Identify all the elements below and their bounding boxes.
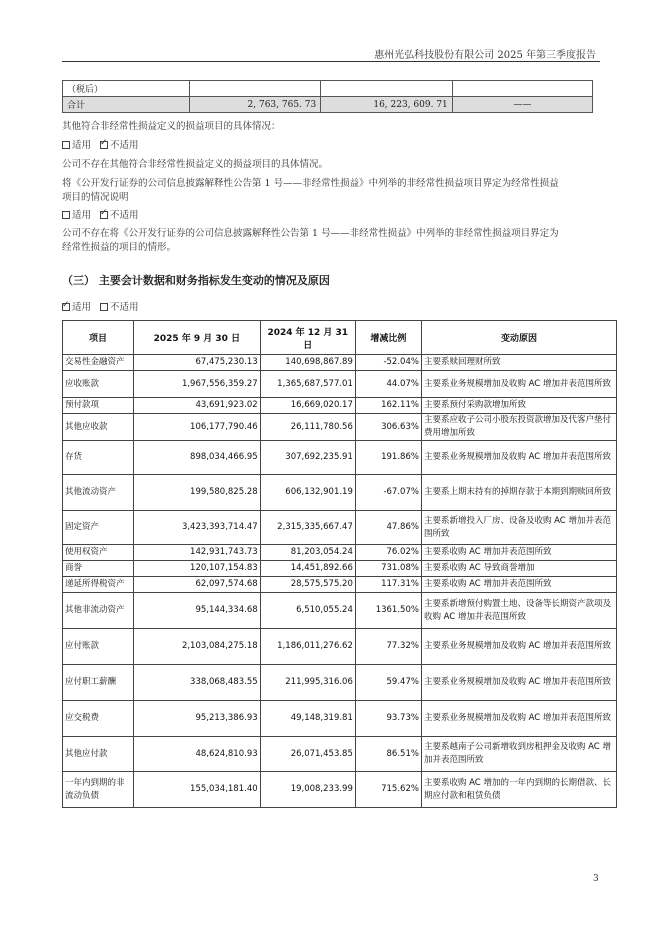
cell-item: 应交税费 <box>63 701 134 737</box>
table-row <box>63 511 617 545</box>
total-note: —— <box>452 97 592 113</box>
paragraph-other-items: 其他符合非经常性损益定义的损益项目的具体情况： <box>62 121 281 132</box>
cell-change: 93.73% <box>355 701 421 737</box>
cell-2025: 48,624,810.93 <box>134 737 261 772</box>
cell-change: 117.31% <box>355 577 421 593</box>
option-applicable: 适用 <box>72 210 92 221</box>
row-label: 合计 <box>63 97 190 113</box>
col-header-change: 增减比例 <box>355 321 421 355</box>
cell-2024: 49,148,319.81 <box>260 701 355 737</box>
unchecked-box-icon <box>62 141 70 149</box>
paragraph-line: 经常性损益的项目的情形。 <box>62 242 177 253</box>
cell-value <box>189 81 321 97</box>
cell-value <box>452 81 592 97</box>
cell-change: 76.02% <box>355 545 421 561</box>
total-current: 2, 763, 765. 73 <box>189 97 321 113</box>
cell-change: -52.04% <box>355 355 421 371</box>
table-row <box>63 737 617 772</box>
cell-reason: 主要系收购 AC 导致商誉增加 <box>421 561 616 577</box>
cell-2024: 307,692,235.91 <box>260 441 355 475</box>
row-label: （税后） <box>63 81 190 97</box>
table-row <box>63 665 617 701</box>
table-row <box>63 371 617 398</box>
cell-change: 715.62% <box>355 772 421 808</box>
option-not-applicable: 不适用 <box>110 210 139 221</box>
table-row <box>63 701 617 737</box>
cell-item: 应收账款 <box>63 371 134 398</box>
cell-change: 191.86% <box>355 441 421 475</box>
cell-2025: 1,967,556,359.27 <box>134 371 261 398</box>
cell-reason: 主要系业务规模增加及收购 AC 增加并表范围所致 <box>421 701 616 737</box>
table-row <box>63 577 617 593</box>
cell-2025: 898,034,466.95 <box>134 441 261 475</box>
cell-item: 递延所得税资产 <box>63 577 134 593</box>
cell-2025: 95,213,386.93 <box>134 701 261 737</box>
cell-2024: 26,111,780.56 <box>260 414 355 441</box>
cell-change: 1361.50% <box>355 593 421 629</box>
cell-2025: 67,475,230.13 <box>134 355 261 371</box>
cell-2024: 28,575,575.20 <box>260 577 355 593</box>
applicability-options-3 <box>62 301 145 315</box>
cell-item: 使用权资产 <box>63 545 134 561</box>
cell-reason: 主要系新增预付购置土地、设备等长期资产款项及收购 AC 增加并表范围所致 <box>421 593 616 629</box>
applicability-options-2 <box>62 209 145 223</box>
table-row <box>63 81 593 97</box>
cell-reason: 主要系上期末持有的掉期存款于本期到期赎回所致 <box>421 475 616 511</box>
cell-2024: 26,071,453.85 <box>260 737 355 772</box>
report-header-title: 惠州光弘科技股份有限公司 2025 年第三季度报告 <box>374 50 596 61</box>
cell-change: 162.11% <box>355 398 421 414</box>
cell-reason: 主要系业务规模增加及收购 AC 增加并表范围所致 <box>421 665 616 701</box>
cell-item: 其他应收款 <box>63 414 134 441</box>
option-not-applicable: 不适用 <box>110 140 139 151</box>
checked-box-icon <box>100 141 108 149</box>
cell-2024: 606,132,901.19 <box>260 475 355 511</box>
cell-reason: 主要系业务规模增加及收购 AC 增加并表范围所致 <box>421 629 616 665</box>
cell-2025: 62,097,574.68 <box>134 577 261 593</box>
cell-reason: 主要系预付采购款增加所致 <box>421 398 616 414</box>
table-row <box>63 414 617 441</box>
cell-reason: 主要系业务规模增加及收购 AC 增加并表范围所致 <box>421 441 616 475</box>
cell-2024: 1,365,687,577.01 <box>260 371 355 398</box>
cell-change: 47.86% <box>355 511 421 545</box>
applicability-options-1 <box>62 139 145 153</box>
cell-change: 306.63% <box>355 414 421 441</box>
unchecked-box-icon <box>62 211 70 219</box>
section-title: （三） 主要会计数据和财务指标发生变动的情况及原因 <box>62 274 330 287</box>
cell-2024: 211,995,316.06 <box>260 665 355 701</box>
table-header-row <box>63 321 617 355</box>
cell-2025: 338,068,483.55 <box>134 665 261 701</box>
paragraph-line: 将《公开发行证券的公司信息披露解释性公告第 1 号——非经常性损益》中列举的非经常性损益项目界定为经常性损益 <box>62 178 559 189</box>
cell-item: 预付款项 <box>63 398 134 414</box>
col-header-2024: 2024 年 12 月 31 日 <box>260 321 355 355</box>
cell-reason: 主要系新增投入厂房、设备及收购 AC 增加并表范围所致 <box>421 511 616 545</box>
table-row <box>63 545 617 561</box>
cell-item: 其他流动资产 <box>63 475 134 511</box>
paragraph-line: 项目的情况说明 <box>62 192 129 203</box>
cell-item: 存货 <box>63 441 134 475</box>
table-row <box>63 629 617 665</box>
cell-item: 其他非流动资产 <box>63 593 134 629</box>
cell-value <box>321 81 453 97</box>
financial-changes-table <box>62 320 617 808</box>
unchecked-box-icon <box>100 303 108 311</box>
col-header-2025: 2025 年 9 月 30 日 <box>134 321 261 355</box>
cell-item: 应付账款 <box>63 629 134 665</box>
table-row <box>63 441 617 475</box>
col-header-reason: 变动原因 <box>421 321 616 355</box>
cell-change: 86.51% <box>355 737 421 772</box>
cell-2025: 106,177,790.46 <box>134 414 261 441</box>
total-ytd: 16, 223, 609. 71 <box>321 97 453 113</box>
table-row-total <box>63 97 593 113</box>
cell-2025: 155,034,181.40 <box>134 772 261 808</box>
cell-reason: 主要系收购 AC 增加并表范围所致 <box>421 545 616 561</box>
cell-2024: 14,451,892.66 <box>260 561 355 577</box>
cell-2025: 43,691,923.02 <box>134 398 261 414</box>
cell-2024: 81,203,054.24 <box>260 545 355 561</box>
non-recurring-summary-table <box>62 80 593 113</box>
cell-reason: 主要系收购 AC 增加并表范围所致 <box>421 577 616 593</box>
cell-2024: 2,315,335,667.47 <box>260 511 355 545</box>
table-row <box>63 593 617 629</box>
cell-change: 77.32% <box>355 629 421 665</box>
cell-2025: 3,423,393,714.47 <box>134 511 261 545</box>
cell-item: 其他应付款 <box>63 737 134 772</box>
cell-2025: 142,931,743.73 <box>134 545 261 561</box>
option-applicable: 适用 <box>72 302 92 313</box>
cell-2024: 16,669,020.17 <box>260 398 355 414</box>
cell-2025: 199,580,825.28 <box>134 475 261 511</box>
checked-box-icon <box>100 211 108 219</box>
table-row <box>63 561 617 577</box>
cell-item: 一年内到期的非流动负债 <box>63 772 134 808</box>
option-not-applicable: 不适用 <box>110 302 139 313</box>
cell-item: 商誉 <box>63 561 134 577</box>
cell-2024: 1,186,011,276.62 <box>260 629 355 665</box>
table-row <box>63 355 617 371</box>
cell-item: 交易性金融资产 <box>63 355 134 371</box>
cell-2025: 2,103,084,275.18 <box>134 629 261 665</box>
cell-change: 731.08% <box>355 561 421 577</box>
cell-2025: 120,107,154.83 <box>134 561 261 577</box>
paragraph-no-other-items: 公司不存在其他符合非经常性损益定义的损益项目的具体情况。 <box>62 159 329 170</box>
paragraph-reclassification-title <box>62 177 559 205</box>
cell-change: -67.07% <box>355 475 421 511</box>
paragraph-line: 公司不存在将《公开发行证券的公司信息披露解释性公告第 1 号——非经常性损益》中列举的非经常性损益项目界定为 <box>62 228 559 239</box>
cell-2024: 140,698,867.89 <box>260 355 355 371</box>
cell-2024: 19,008,233.99 <box>260 772 355 808</box>
table-row <box>63 772 617 808</box>
cell-change: 59.47% <box>355 665 421 701</box>
table-row <box>63 398 617 414</box>
cell-reason: 主要系业务规模增加及收购 AC 增加并表范围所致 <box>421 371 616 398</box>
cell-item: 应付职工薪酬 <box>63 665 134 701</box>
col-header-item: 项目 <box>63 321 134 355</box>
cell-item: 固定资产 <box>63 511 134 545</box>
cell-2024: 6,510,055.24 <box>260 593 355 629</box>
cell-reason: 主要系应收子公司小股东投资款增加及代客户垫付费用增加所致 <box>421 414 616 441</box>
page-number: 3 <box>593 874 599 884</box>
cell-2025: 95,144,334.68 <box>134 593 261 629</box>
cell-reason: 主要系赎回理财所致 <box>421 355 616 371</box>
option-applicable: 适用 <box>72 140 92 151</box>
checked-box-icon <box>62 303 70 311</box>
cell-reason: 主要系越南子公司新增收到房租押金及收购 AC 增加并表范围所致 <box>421 737 616 772</box>
header-rule <box>62 61 600 62</box>
paragraph-no-reclassification <box>62 227 559 255</box>
cell-change: 44.07% <box>355 371 421 398</box>
table-row <box>63 475 617 511</box>
cell-reason: 主要系收购 AC 增加的一年内到期的长期借款、长期应付款和租赁负债 <box>421 772 616 808</box>
